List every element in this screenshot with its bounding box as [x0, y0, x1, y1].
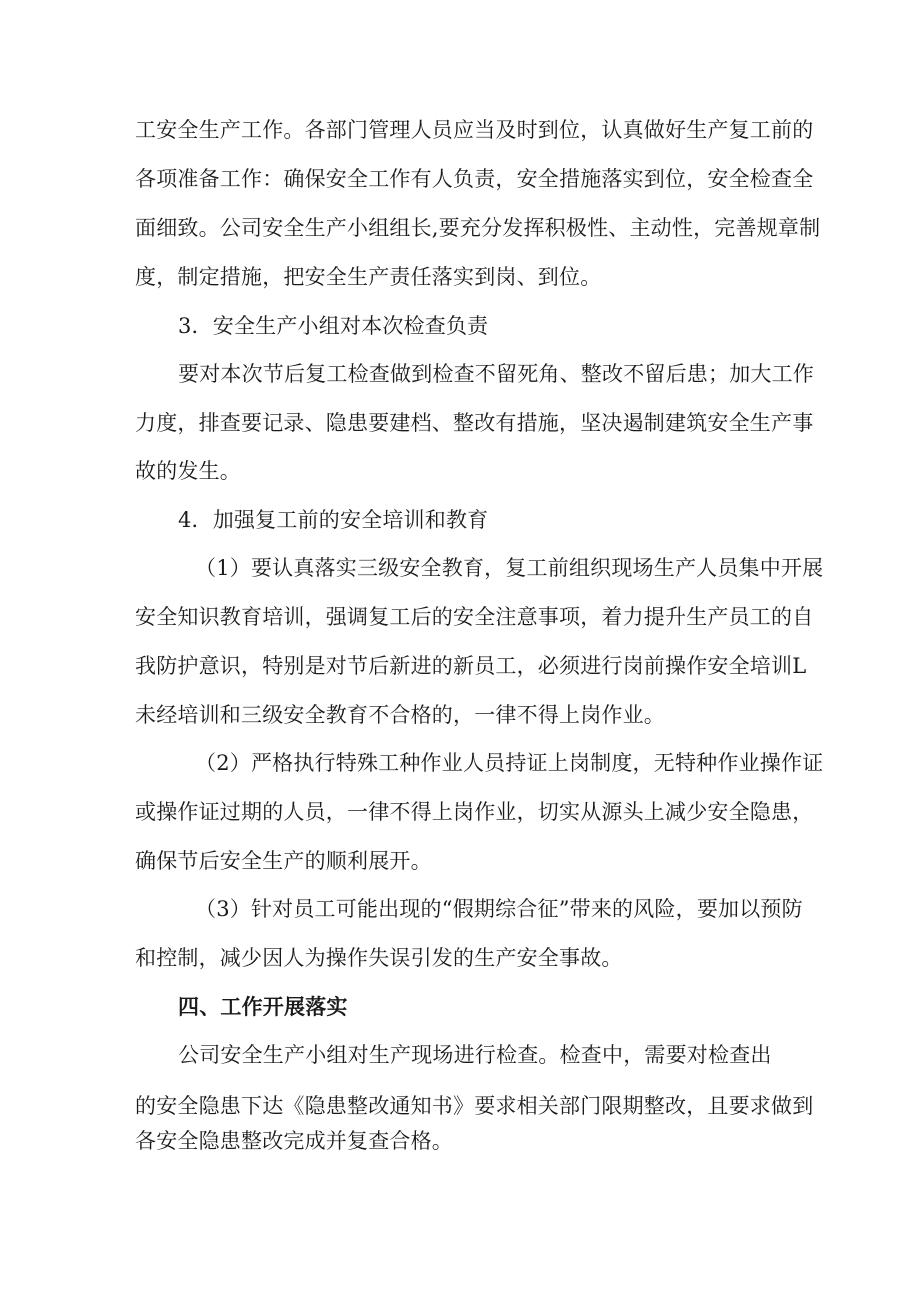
section-3-heading: 3．安全生产小组对本次检查负责 — [178, 314, 489, 338]
section-4-heading: 4．加强复工前的安全培训和教育 — [178, 508, 489, 532]
paragraph-line: 和控制，减少因人为操作失误引发的生产安全事故。 — [135, 946, 623, 970]
paragraph-line: 要对本次节后复工检查做到检查不留死角、整改不留后患；加大工作 — [178, 362, 814, 386]
paragraph-line: 故的发生。 — [135, 459, 241, 483]
paragraph-line: 确保节后安全生产的顺利展开。 — [135, 849, 432, 873]
paragraph-line: 面细致。公司安全生产小组组长,要充分发挥积极性、主动性，完善规章制 — [135, 216, 821, 240]
paragraph-line: 的安全隐患下达《隐患整改通知书》要求相关部门限期整改，且要求做到 — [135, 1094, 814, 1118]
part-4-heading: 四、工作开展落实 — [178, 995, 348, 1019]
list-item-2: （2）严格执行特殊工种作业人员持证上岗制度，无特种作业操作证 — [195, 751, 824, 775]
list-item-3: （3）针对员工可能出现的“假期综合征”带来的风险，要加以预防 — [195, 897, 803, 921]
paragraph-line: 力度，排查要记录、隐患要建档、整改有措施，坚决遏制建筑安全生产事 — [135, 411, 814, 435]
paragraph-line: 安全知识教育培训，强调复工后的安全注意事项，着力提升生产员工的自 — [135, 605, 814, 629]
paragraph-line: 公司安全生产小组对生产现场进行检查。检查中，需要对检查出 — [178, 1043, 772, 1067]
paragraph-line: 各安全隐患整改完成并复查合格。 — [135, 1129, 453, 1153]
paragraph-line: 工安全生产工作。各部门管理人员应当及时到位，认真做好生产复工前的 — [135, 118, 814, 142]
list-item-1: （1）要认真落实三级安全教育，复工前组织现场生产人员集中开展 — [195, 556, 824, 580]
paragraph-line: 或操作证过期的人员，一律不得上岗作业，切实从源头上减少安全隐患， — [135, 800, 814, 824]
paragraph-line: 未经培训和三级安全教育不合格的，一律不得上岗作业。 — [135, 703, 665, 727]
paragraph-line: 度，制定措施，把安全生产责任落实到岗、到位。 — [135, 265, 602, 289]
paragraph-line: 我防护意识，特别是对节后新进的新员工，必须进行岗前操作安全培训L — [135, 654, 807, 678]
paragraph-line: 各项准备工作：确保安全工作有人负责，安全措施落实到位，安全检查全 — [135, 167, 814, 191]
